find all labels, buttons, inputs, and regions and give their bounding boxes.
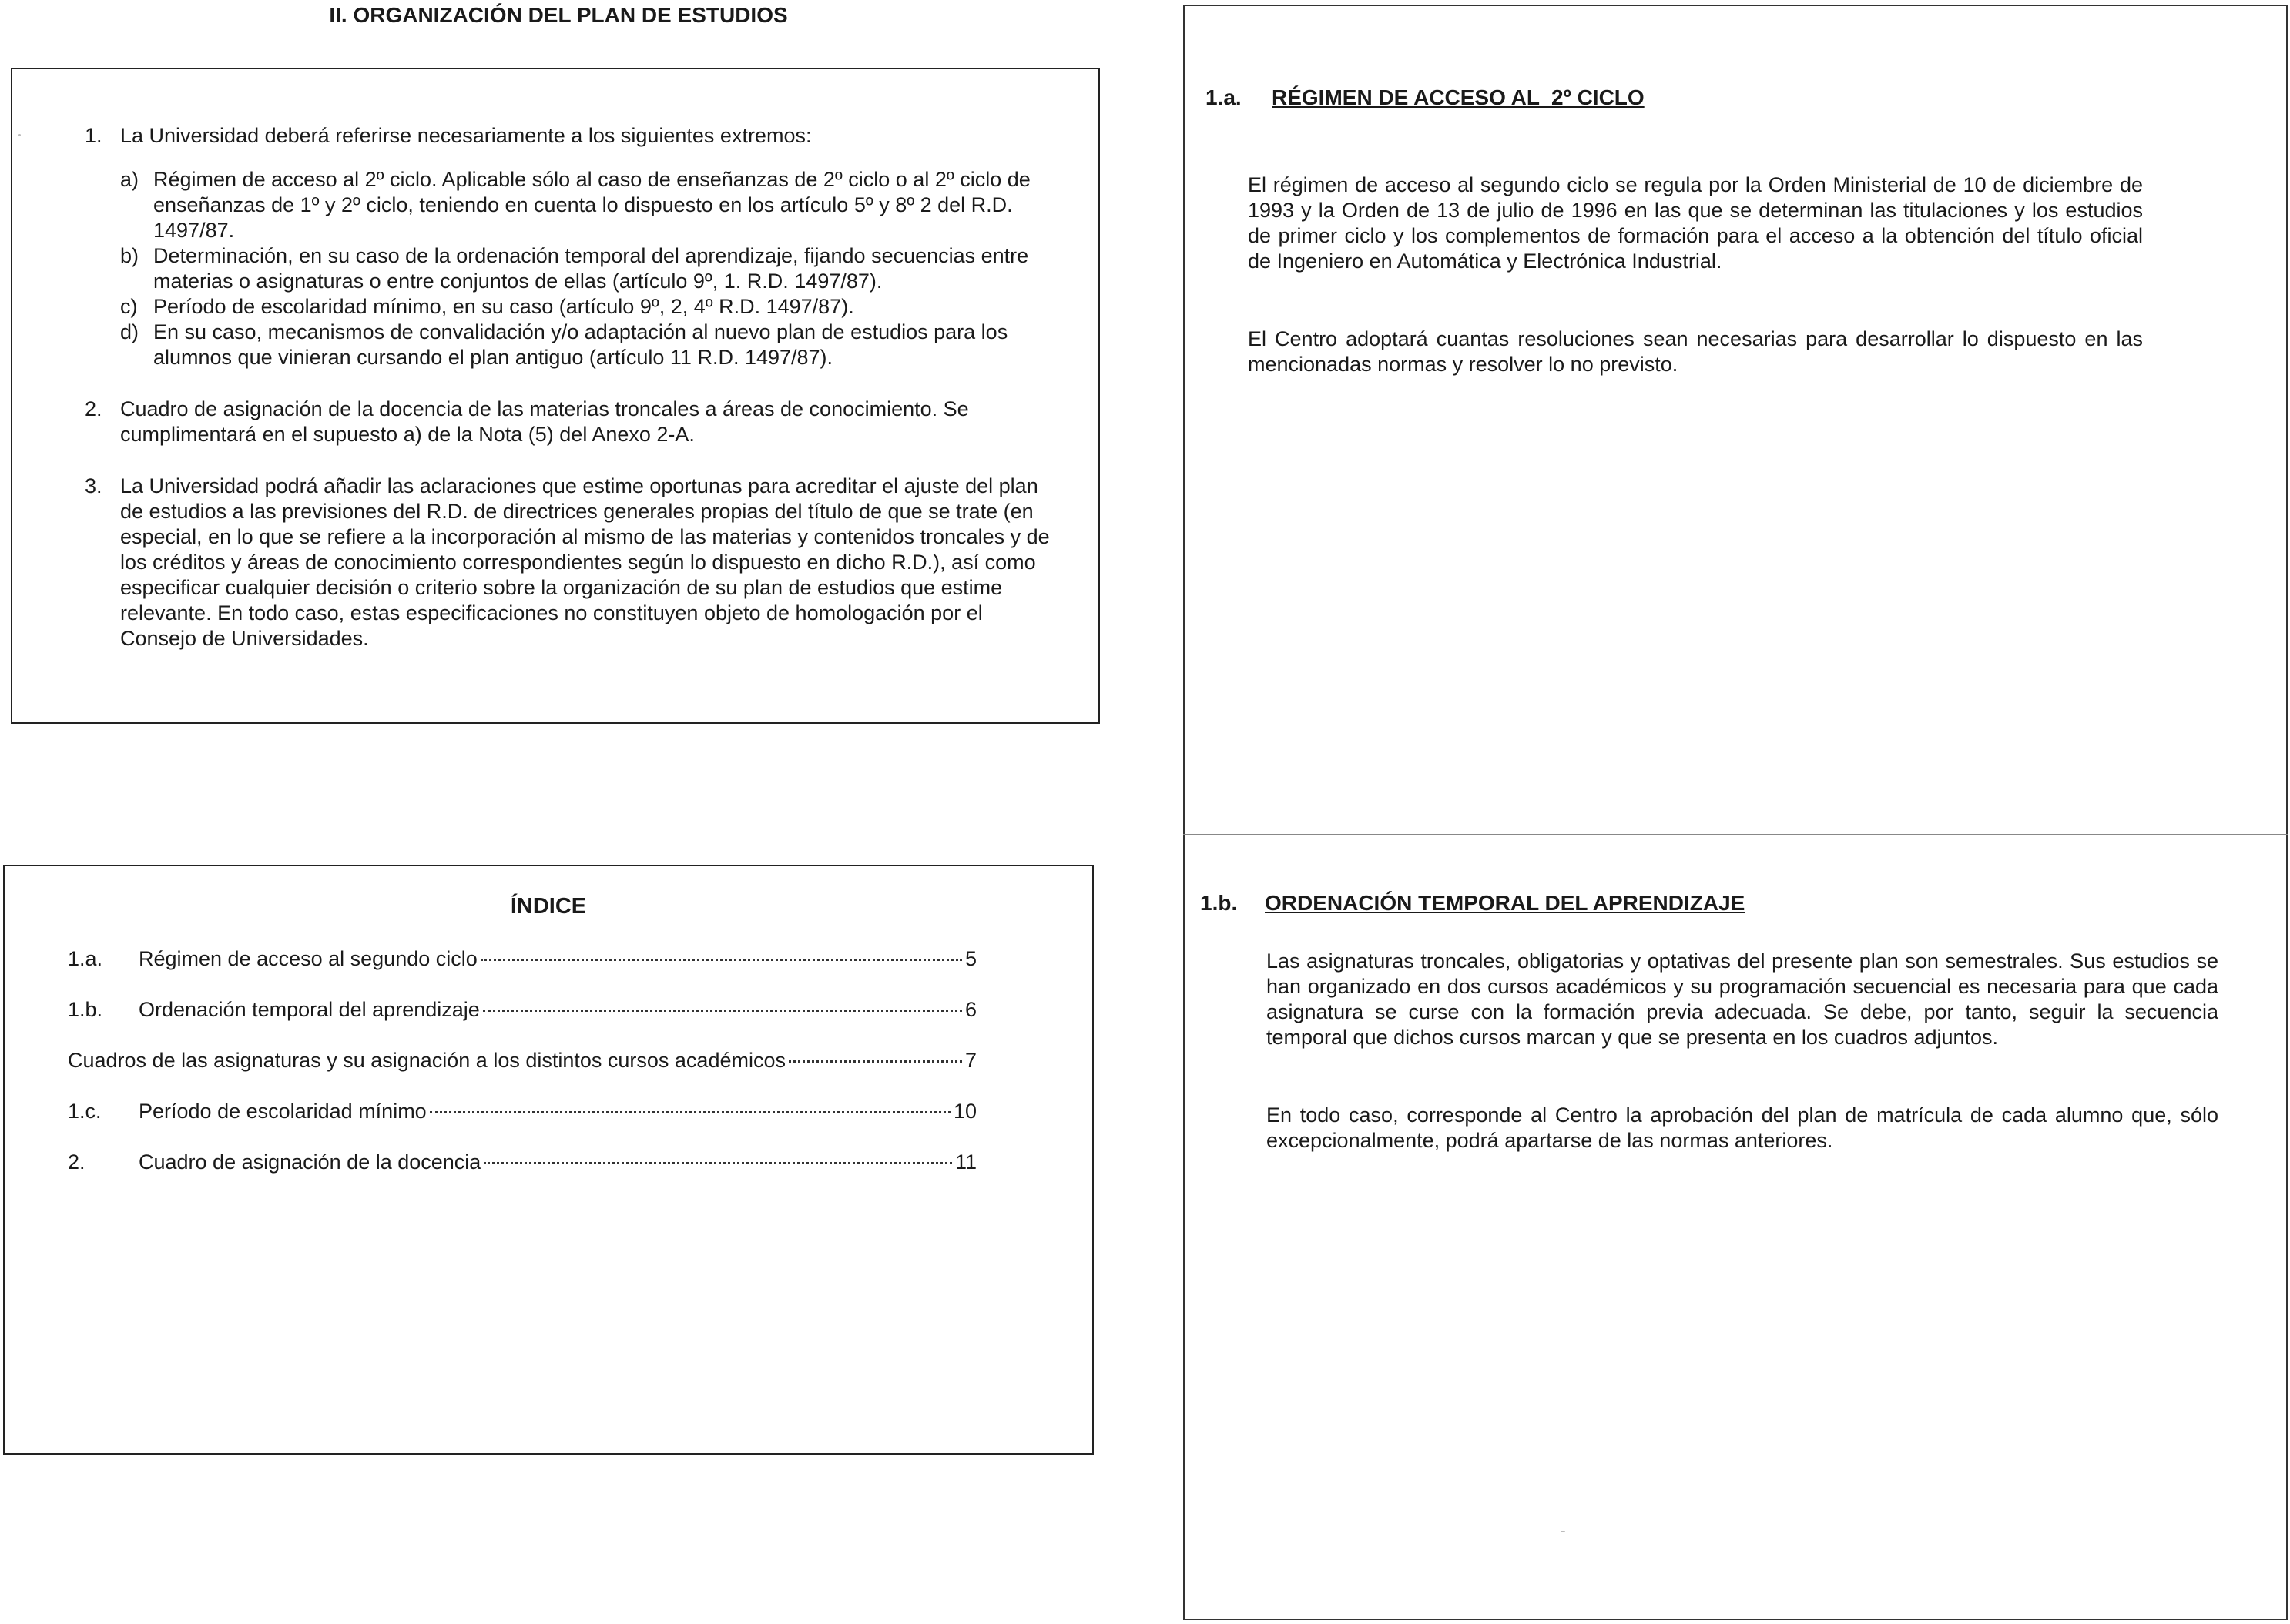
sub-item-letter: c) <box>120 295 138 318</box>
toc-code: 1.b. <box>68 998 103 1021</box>
page-divider <box>1183 834 2288 835</box>
sub-item-text: Régimen de acceso al 2º ciclo. Aplicable sólo al caso de enseñanzas de 2º ciclo o al 2º ciclo de enseñanzas de 1º y 2º ciclo, teniendo en cuenta lo dispuesto en los artículo 5º y 8º 2 del R.D. 1497/87. <box>153 168 1031 242</box>
sub-item-b <box>120 243 1060 294</box>
paragraph: Las asignaturas troncales, obligatorias y optativas del presente plan son semestrales. Sus estudios se han organizado en dos cursos académicos y su programación secuencial es necesaria para que cada asignatura se curse con la formación previa adecuada. Se debe, por tanto, seguir la secuencia temporal que dichos cursos marcan y que se presenta en los cuadros adjuntos. <box>1266 949 2218 1049</box>
index-title: ÍNDICE <box>510 894 587 919</box>
toc-page: 6 <box>964 998 977 1021</box>
item-text: La Universidad deberá referirse necesariamente a los siguientes extremos: <box>120 124 812 147</box>
section-title: RÉGIMEN DE ACCESO AL 2º CICLO <box>1272 85 1645 109</box>
item-number: 3. <box>85 474 102 497</box>
sub-item-text: Determinación, en su caso de la ordenación temporal del aprendizaje, fijando secuencias entre materias o asignaturas o entre conjuntos de ellas (artículo 9º, 1. R.D. 1497/87). <box>153 244 1029 293</box>
toc-code: 1.a. <box>68 947 103 970</box>
section-heading-1b <box>1200 890 1745 916</box>
toc-entry[interactable] <box>68 1150 977 1175</box>
toc-entry[interactable] <box>68 1099 977 1124</box>
toc-leader <box>481 959 962 961</box>
toc-code: 2. <box>68 1150 85 1174</box>
toc-page: 10 <box>953 1100 977 1123</box>
sub-item-text: Período de escolaridad mínimo, en su caso (artículo 9º, 2, 4º R.D. 1497/87). <box>153 295 854 318</box>
toc-page: 11 <box>954 1150 977 1174</box>
toc-entry[interactable] <box>68 997 977 1023</box>
list-item-3 <box>74 474 1060 651</box>
sub-item-letter: b) <box>120 244 139 267</box>
sub-list <box>120 167 1060 370</box>
section-code: 1.b. <box>1200 891 1238 915</box>
toc-entry[interactable] <box>68 946 977 972</box>
item-number: 1. <box>85 124 102 147</box>
sub-item-d <box>120 320 1060 370</box>
paragraph: En todo caso, corresponde al Centro la aprobación del plan de matrícula de cada alumno que, sólo excepcionalmente, podrá apartarse de las normas anteriores. <box>1266 1103 2218 1152</box>
toc-entry[interactable] <box>68 1048 977 1073</box>
item-text: La Universidad podrá añadir las aclaraciones que estime oportunas para acreditar el ajuste del plan de estudios a las previsiones del R.D. de directrices generales propias del título de que se trate (en especial, en lo que se refiere a la incorporación al mismo de las materias y contenidos troncales y de los créditos y áreas de conocimiento correspondientes según lo dispuesto en dicho R.D.), así como especificar cualquier decisión o criterio sobre la organización de su plan de estudios que estime relevante. En todo caso, estas especificaciones no constituyen objeto de homologación por el Consejo de Universidades. <box>120 474 1050 650</box>
sub-item-a <box>120 167 1060 243</box>
instructions-list <box>74 123 1060 651</box>
toc-label: Régimen de acceso al segundo ciclo <box>139 947 478 970</box>
toc-label: Ordenación temporal del aprendizaje <box>139 998 480 1021</box>
sub-item-text: En su caso, mecanismos de convalidación y/o adaptación al nuevo plan de estudios para los alumnos que vinieran cursando el plan antiguo (artículo 11 R.D. 1497/87). <box>153 320 1008 369</box>
section-title: ORDENACIÓN TEMPORAL DEL APRENDIZAJE <box>1265 891 1745 915</box>
page-title: II. ORGANIZACIÓN DEL PLAN DE ESTUDIOS <box>329 3 788 27</box>
toc-leader <box>483 1010 962 1012</box>
toc-leader <box>484 1162 952 1164</box>
toc-leader <box>789 1060 962 1063</box>
toc-label: Cuadro de asignación de la docencia <box>139 1150 481 1174</box>
item-number: 2. <box>85 397 102 420</box>
toc-leader <box>430 1111 951 1113</box>
scan-speck <box>18 134 21 136</box>
toc-label: Período de escolaridad mínimo <box>139 1100 427 1123</box>
instructions-box <box>11 68 1100 724</box>
list-item-1 <box>74 123 1060 370</box>
sub-item-c <box>120 294 1060 320</box>
list-item-2 <box>74 397 1060 447</box>
section-code: 1.a. <box>1205 85 1242 109</box>
toc-page: 5 <box>964 947 977 970</box>
toc-label: Cuadros de las asignaturas y su asignación a los distintos cursos académicos <box>68 1049 786 1072</box>
toc-code: 1.c. <box>68 1100 102 1123</box>
item-text: Cuadro de asignación de la docencia de las materias troncales a áreas de conocimiento. Se cumplimentará en el supuesto a) de la Nota (5) del Anexo 2-A. <box>120 397 969 446</box>
paragraph: El Centro adoptará cuantas resoluciones sean necesarias para desarrollar lo dispuesto en las mencionadas normas y resolver lo no previsto. <box>1248 327 2143 376</box>
paragraph: El régimen de acceso al segundo ciclo se regula por la Orden Ministerial de 10 de diciembre de 1993 y la Orden de 13 de julio de 1996 en las que se determinan las titulaciones y los estudios de primer ciclo y los complementos de formación para el acceso a la obtención del título oficial de Ingeniero en Automática y Electrónica Industrial. <box>1248 173 2143 273</box>
index-box <box>3 865 1094 1455</box>
toc-page: 7 <box>964 1049 977 1072</box>
sub-item-letter: a) <box>120 168 139 191</box>
scan-speck <box>1561 1531 1565 1532</box>
sub-item-letter: d) <box>120 320 139 343</box>
section-heading-1a <box>1205 85 1645 110</box>
